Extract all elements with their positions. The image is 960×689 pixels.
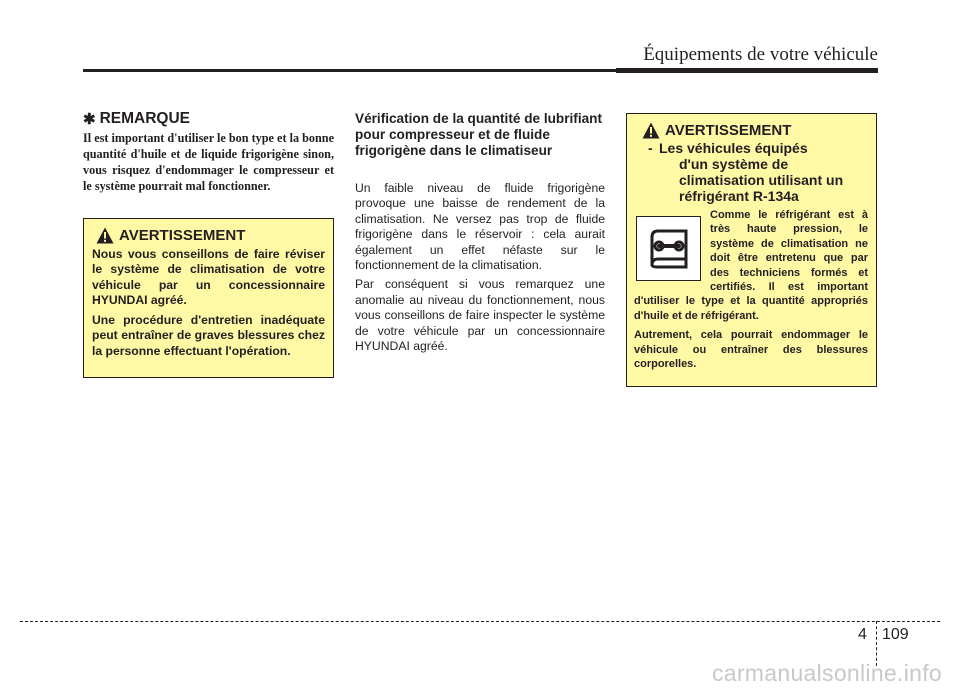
watermark: carmanualsonline.info bbox=[711, 660, 942, 686]
page-header-title: Équipements de votre véhicule bbox=[643, 44, 878, 65]
warning-subtitle bbox=[648, 140, 868, 204]
section-paragraph-2: Par conséquent si vous remarquez une anomalie au niveau du fonctionnement, nous vous conseillons de faire inspecter le système de votre véhicule par un concessionnaire HYUNDAI agréé. bbox=[355, 277, 605, 354]
section-body bbox=[355, 181, 605, 354]
subtitle-rest: d'un système de climatisation utilisant un réfrigérant R-134a bbox=[679, 156, 844, 204]
remarque-title: REMARQUE bbox=[99, 110, 190, 127]
warning-body bbox=[634, 208, 868, 371]
warning-paragraph-1: Comme le réfrigérant est à très haute pression, le système de climatisation ne doit être entretenu que par des techniciens formés et certifiés. Il est important d'utiliser le type et la quantité appropriés d'huile et de réfrigérant. bbox=[634, 209, 868, 322]
warning-box-r134a bbox=[626, 113, 877, 387]
page-number: 109 bbox=[882, 626, 909, 643]
warning-paragraph-2: Autrement, cela pourrait endommager le véhicule ou entraîner des blessures corporelles. bbox=[634, 329, 868, 371]
star-icon: ✱ bbox=[83, 111, 96, 128]
remarque-heading bbox=[83, 110, 190, 128]
wrench-book-icon bbox=[646, 229, 692, 269]
warning-box-service bbox=[83, 218, 334, 378]
remarque-body: Il est important d'utiliser le bon type et la bonne quantité d'huile et de liquide frigorigène sinon, vous risquez d'endommager le compresseur et le système pourrait mal fonctionner. bbox=[83, 131, 334, 193]
section-paragraph-1: Un faible niveau de fluide frigorigène provoque une baisse de rendement de la climatisation. Ne versez pas trop de fluide frigorigène dans le réservoir : cela aurait également un effet néfaste sur le fonctionnement de la climatisation. bbox=[355, 181, 605, 273]
warning-paragraph-2: Une procédure d'entretien inadéquate peut entraîner de graves blessures chez la personne effectuant l'opération. bbox=[92, 313, 325, 358]
service-manual-icon bbox=[636, 216, 701, 281]
warning-heading bbox=[96, 227, 325, 244]
header-rule bbox=[83, 69, 878, 72]
warning-triangle-icon bbox=[96, 227, 114, 244]
warning-title: AVERTISSEMENT bbox=[119, 227, 246, 244]
footer-rule bbox=[20, 621, 940, 622]
warning-triangle-icon bbox=[642, 122, 660, 139]
warning-paragraph-1: Nous vous conseillons de faire réviser le système de climatisation de votre véhicule par un concessionnaire HYUNDAI agréé. bbox=[92, 247, 325, 307]
section-heading: Vérification de la quantité de lubrifiant pour compresseur et de fluide frigorigène dans le climatiseur bbox=[355, 111, 602, 158]
chapter-number: 4 bbox=[858, 626, 867, 643]
warning-heading bbox=[642, 122, 868, 139]
subtitle-dash: - bbox=[648, 140, 653, 156]
warning-title: AVERTISSEMENT bbox=[665, 122, 792, 139]
subtitle-line-1: Les véhicules équipés bbox=[659, 140, 808, 156]
